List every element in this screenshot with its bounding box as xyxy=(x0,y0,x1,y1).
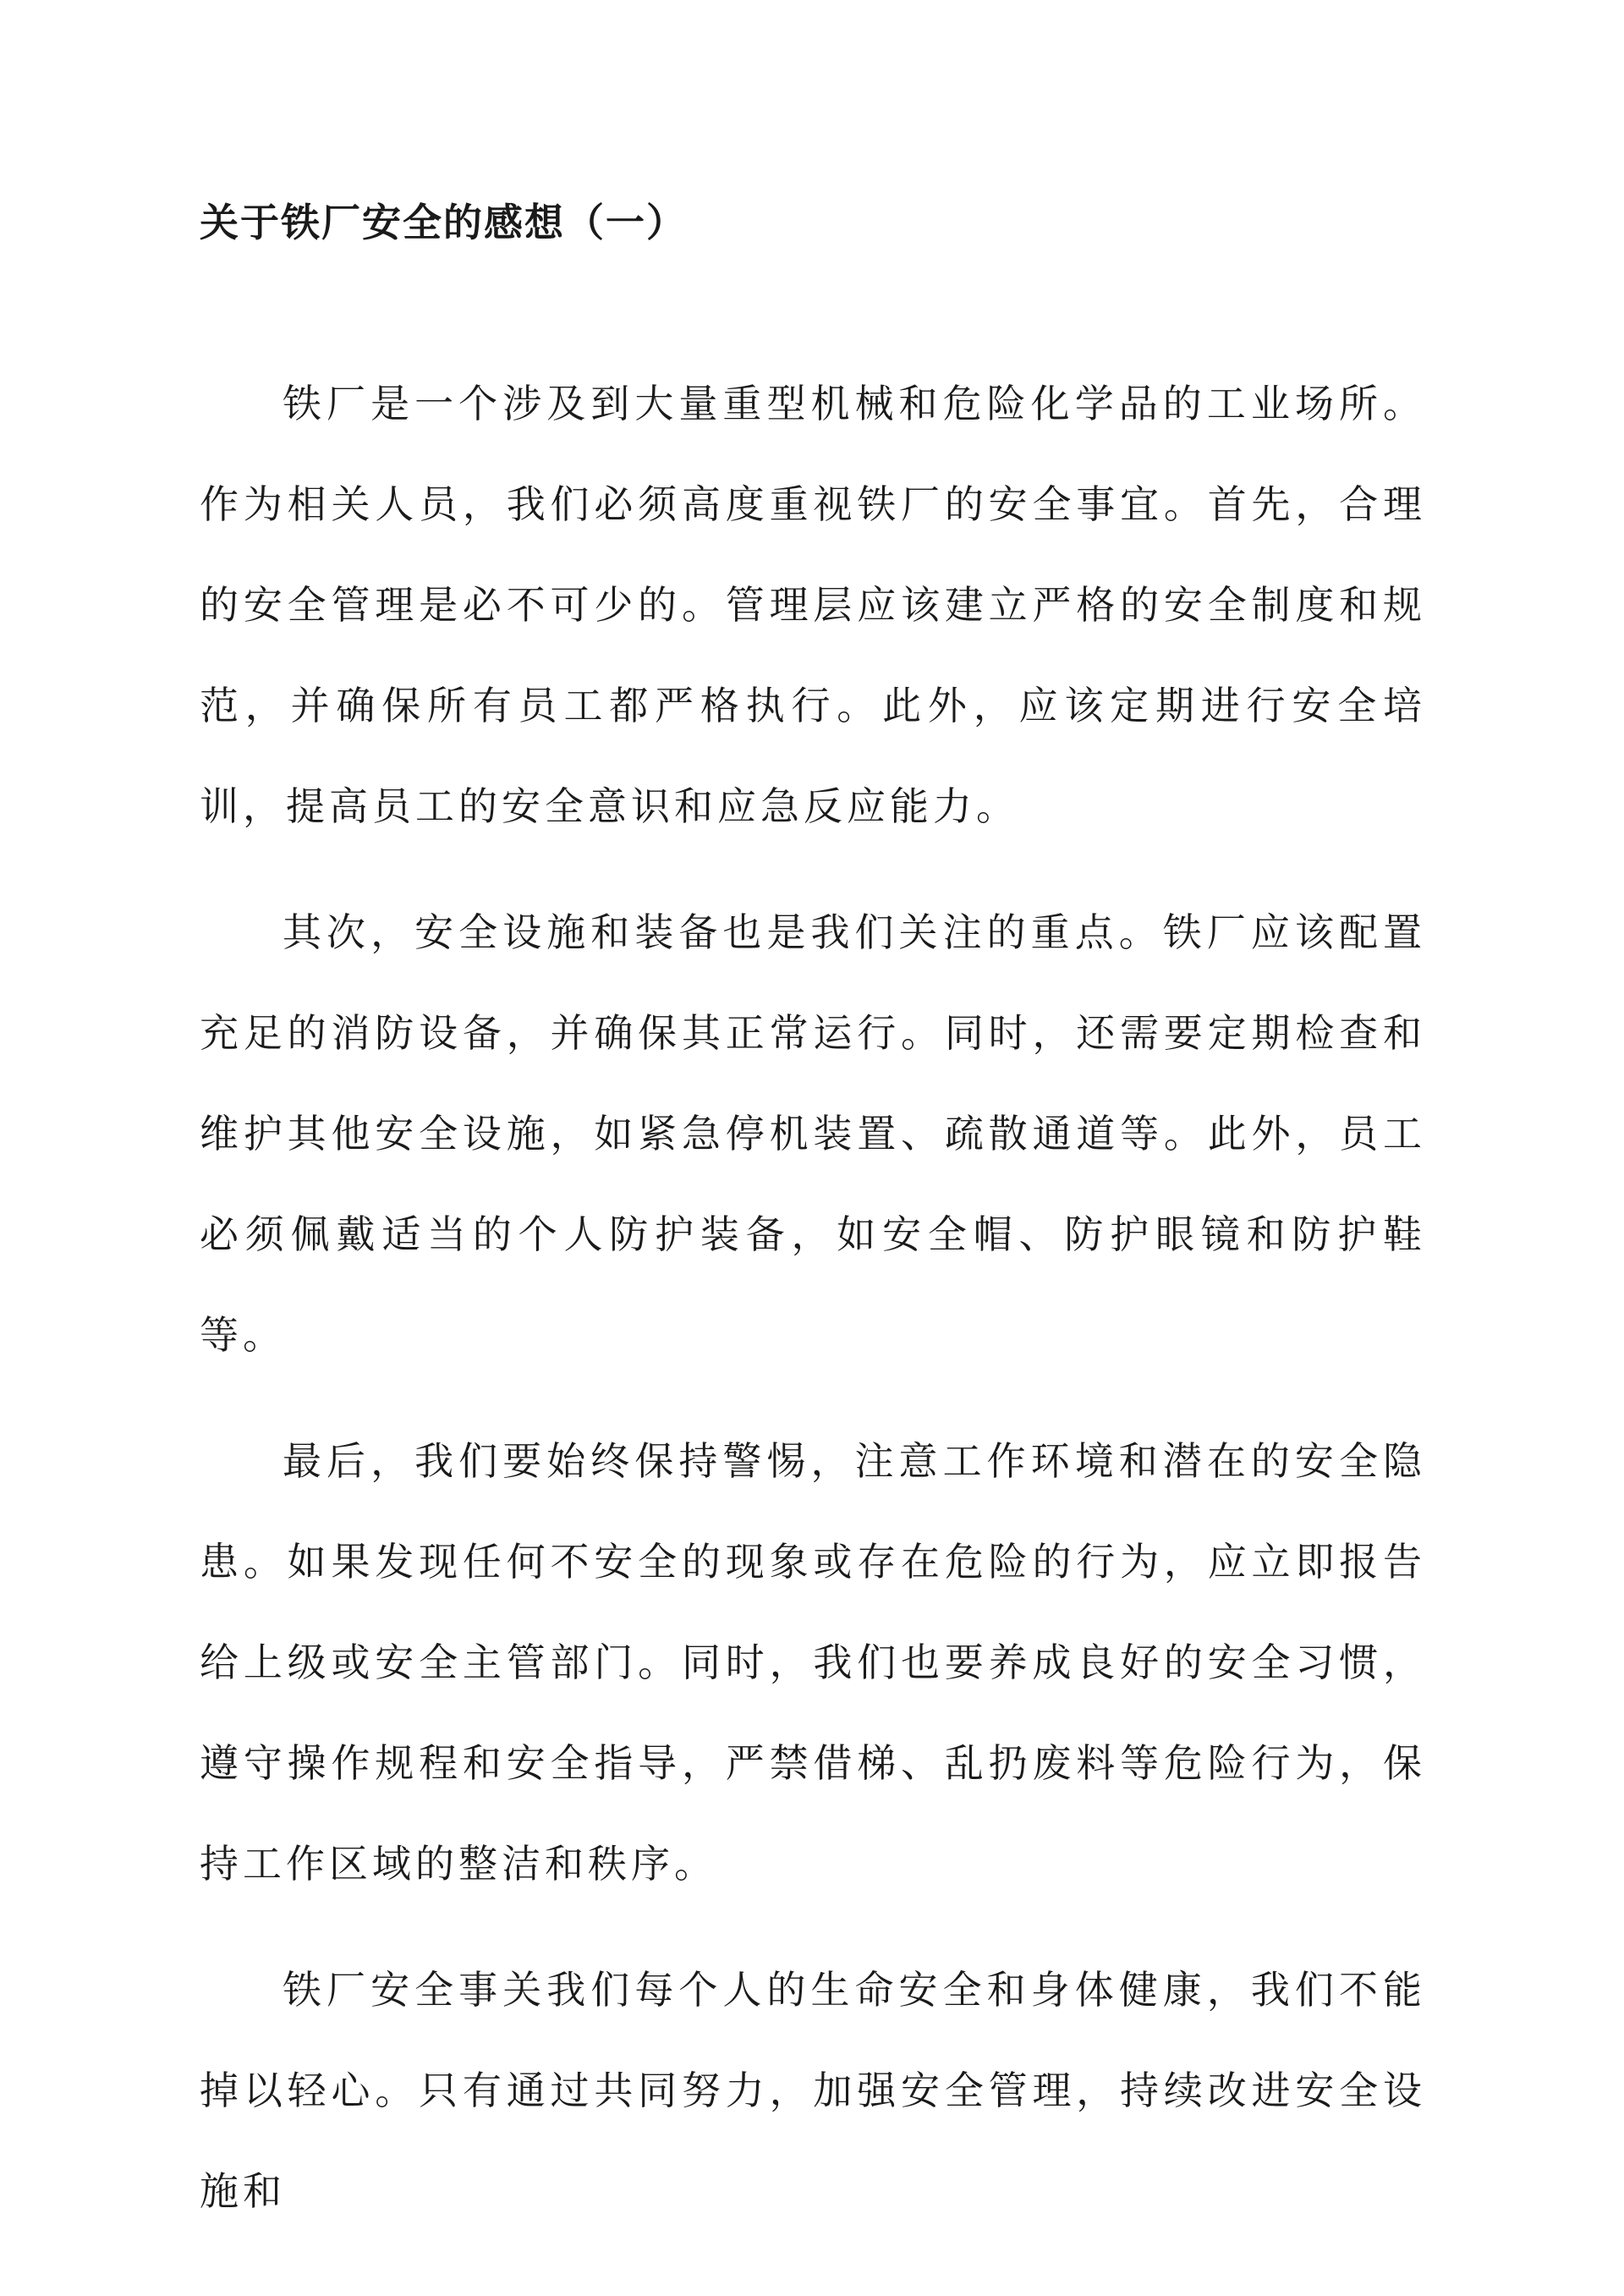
paragraph-2: 其次，安全设施和装备也是我们关注的重点。铁厂应该配置充足的消防设备，并确保其正常运行。同时，还需要定期检查和维护其他安全设施，如紧急停机装置、疏散通道等。此外，员工必须佩戴适当的个人防护装备，如安全帽、防护眼镜和防护鞋等。 xyxy=(200,909,1426,1358)
paragraph-3: 最后，我们要始终保持警惕，注意工作环境和潜在的安全隐患。如果发现任何不安全的现象或存在危险的行为，应立即报告给上级或安全主管部门。同时，我们也要养成良好的安全习惯，遵守操作规程和安全指导，严禁借梯、乱扔废料等危险行为，保持工作区域的整洁和秩序。 xyxy=(200,1438,1426,1887)
document-title: 关于铁厂安全的感想（一） xyxy=(200,200,687,245)
document-body xyxy=(200,193,1426,2242)
paragraph-4: 铁厂安全事关我们每个人的生命安全和身体健康，我们不能掉以轻心。只有通过共同努力，加强安全管理，持续改进安全设施和 xyxy=(200,1967,1426,2214)
paragraph-1: 铁厂是一个涉及到大量重型机械和危险化学品的工业场所。作为相关人员，我们必须高度重视铁厂的安全事宜。首先，合理的安全管理是必不可少的。管理层应该建立严格的安全制度和规范，并确保所有员工都严格执行。此外，应该定期进行安全培训，提高员工的安全意识和应急反应能力。 xyxy=(200,381,1426,829)
